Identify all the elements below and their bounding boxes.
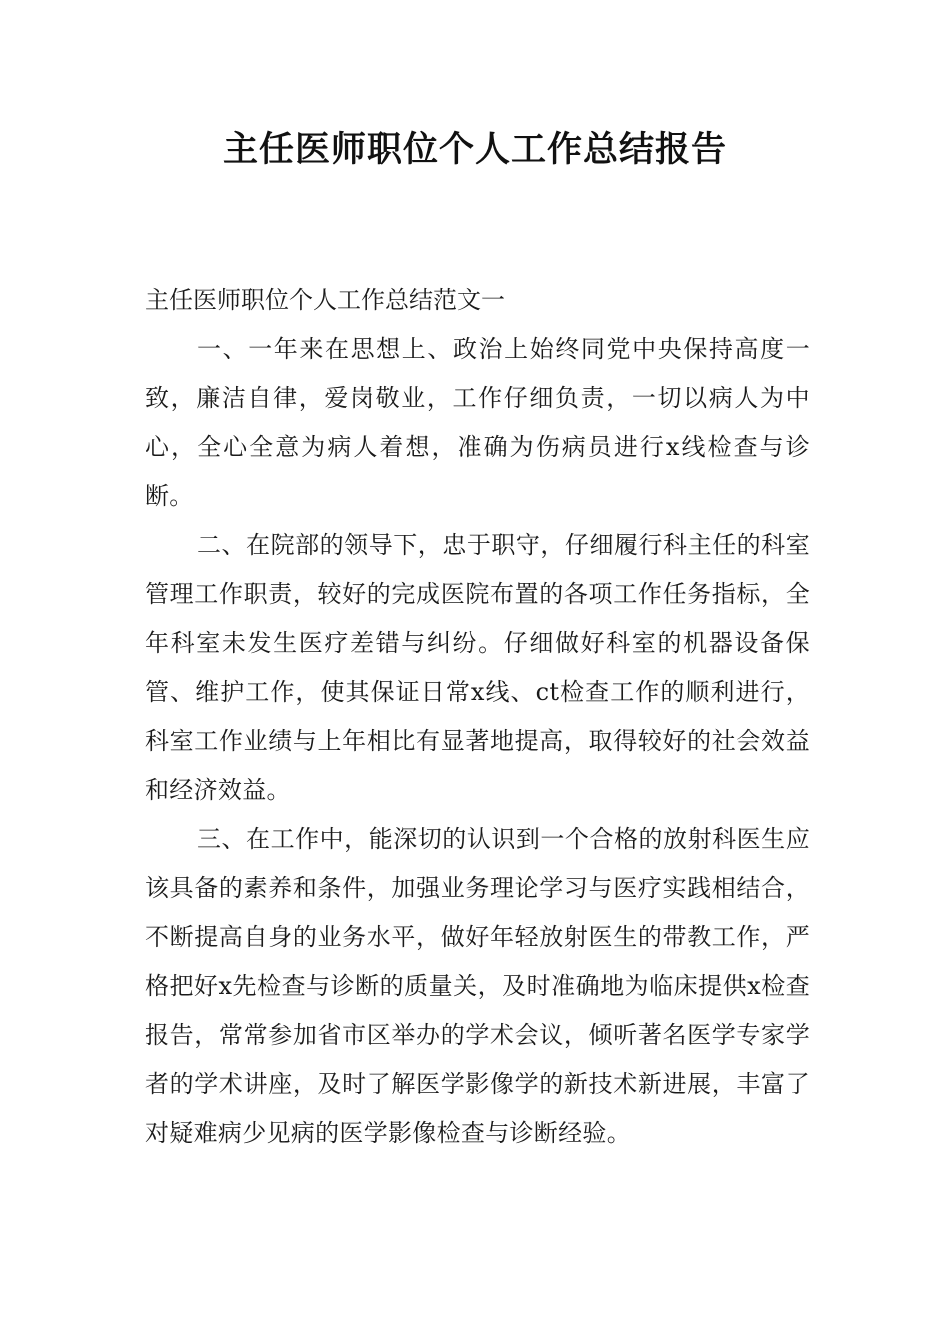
document-title: 主任医师职位个人工作总结报告 [222, 130, 727, 170]
paragraph-2: 二、在院部的领导下，忠于职守，仔细履行科主任的科室管理工作职责，较好的完成医院布置的各项工作任务指标，全年科室未发生医疗差错与纠纷。仔细做好科室的机器设备保管、维护工作，使其保证日常x线、ct检查工作的顺利进行，科室工作业绩与上年相比有显著地提高，取得较好的社会效益和经济效益。 [145, 531, 810, 804]
paragraph-1: 一、一年来在思想上、政治上始终同党中央保持高度一致，廉洁自律，爱岗敬业，工作仔细负责，一切以病人为中心，全心全意为病人着想，准确为伤病员进行x线检查与诊断。 [145, 335, 810, 510]
section-subheading: 主任医师职位个人工作总结范文一 [145, 286, 505, 314]
document-body [145, 276, 810, 1158]
paragraph-3: 三、在工作中，能深切的认识到一个合格的放射科医生应该具备的素养和条件，加强业务理论学习与医疗实践相结合，不断提高自身的业务水平，做好年轻放射医生的带教工作，严格把好x先检查与诊断的质量关，及时准确地为临床提供x检查报告，常常参加省市区举办的学术会议，倾听著名医学专家学者的学术讲座，及时了解医学影像学的新技术新进展，丰富了对疑难病少见病的医学影像检查与诊断经验。 [145, 825, 810, 1147]
